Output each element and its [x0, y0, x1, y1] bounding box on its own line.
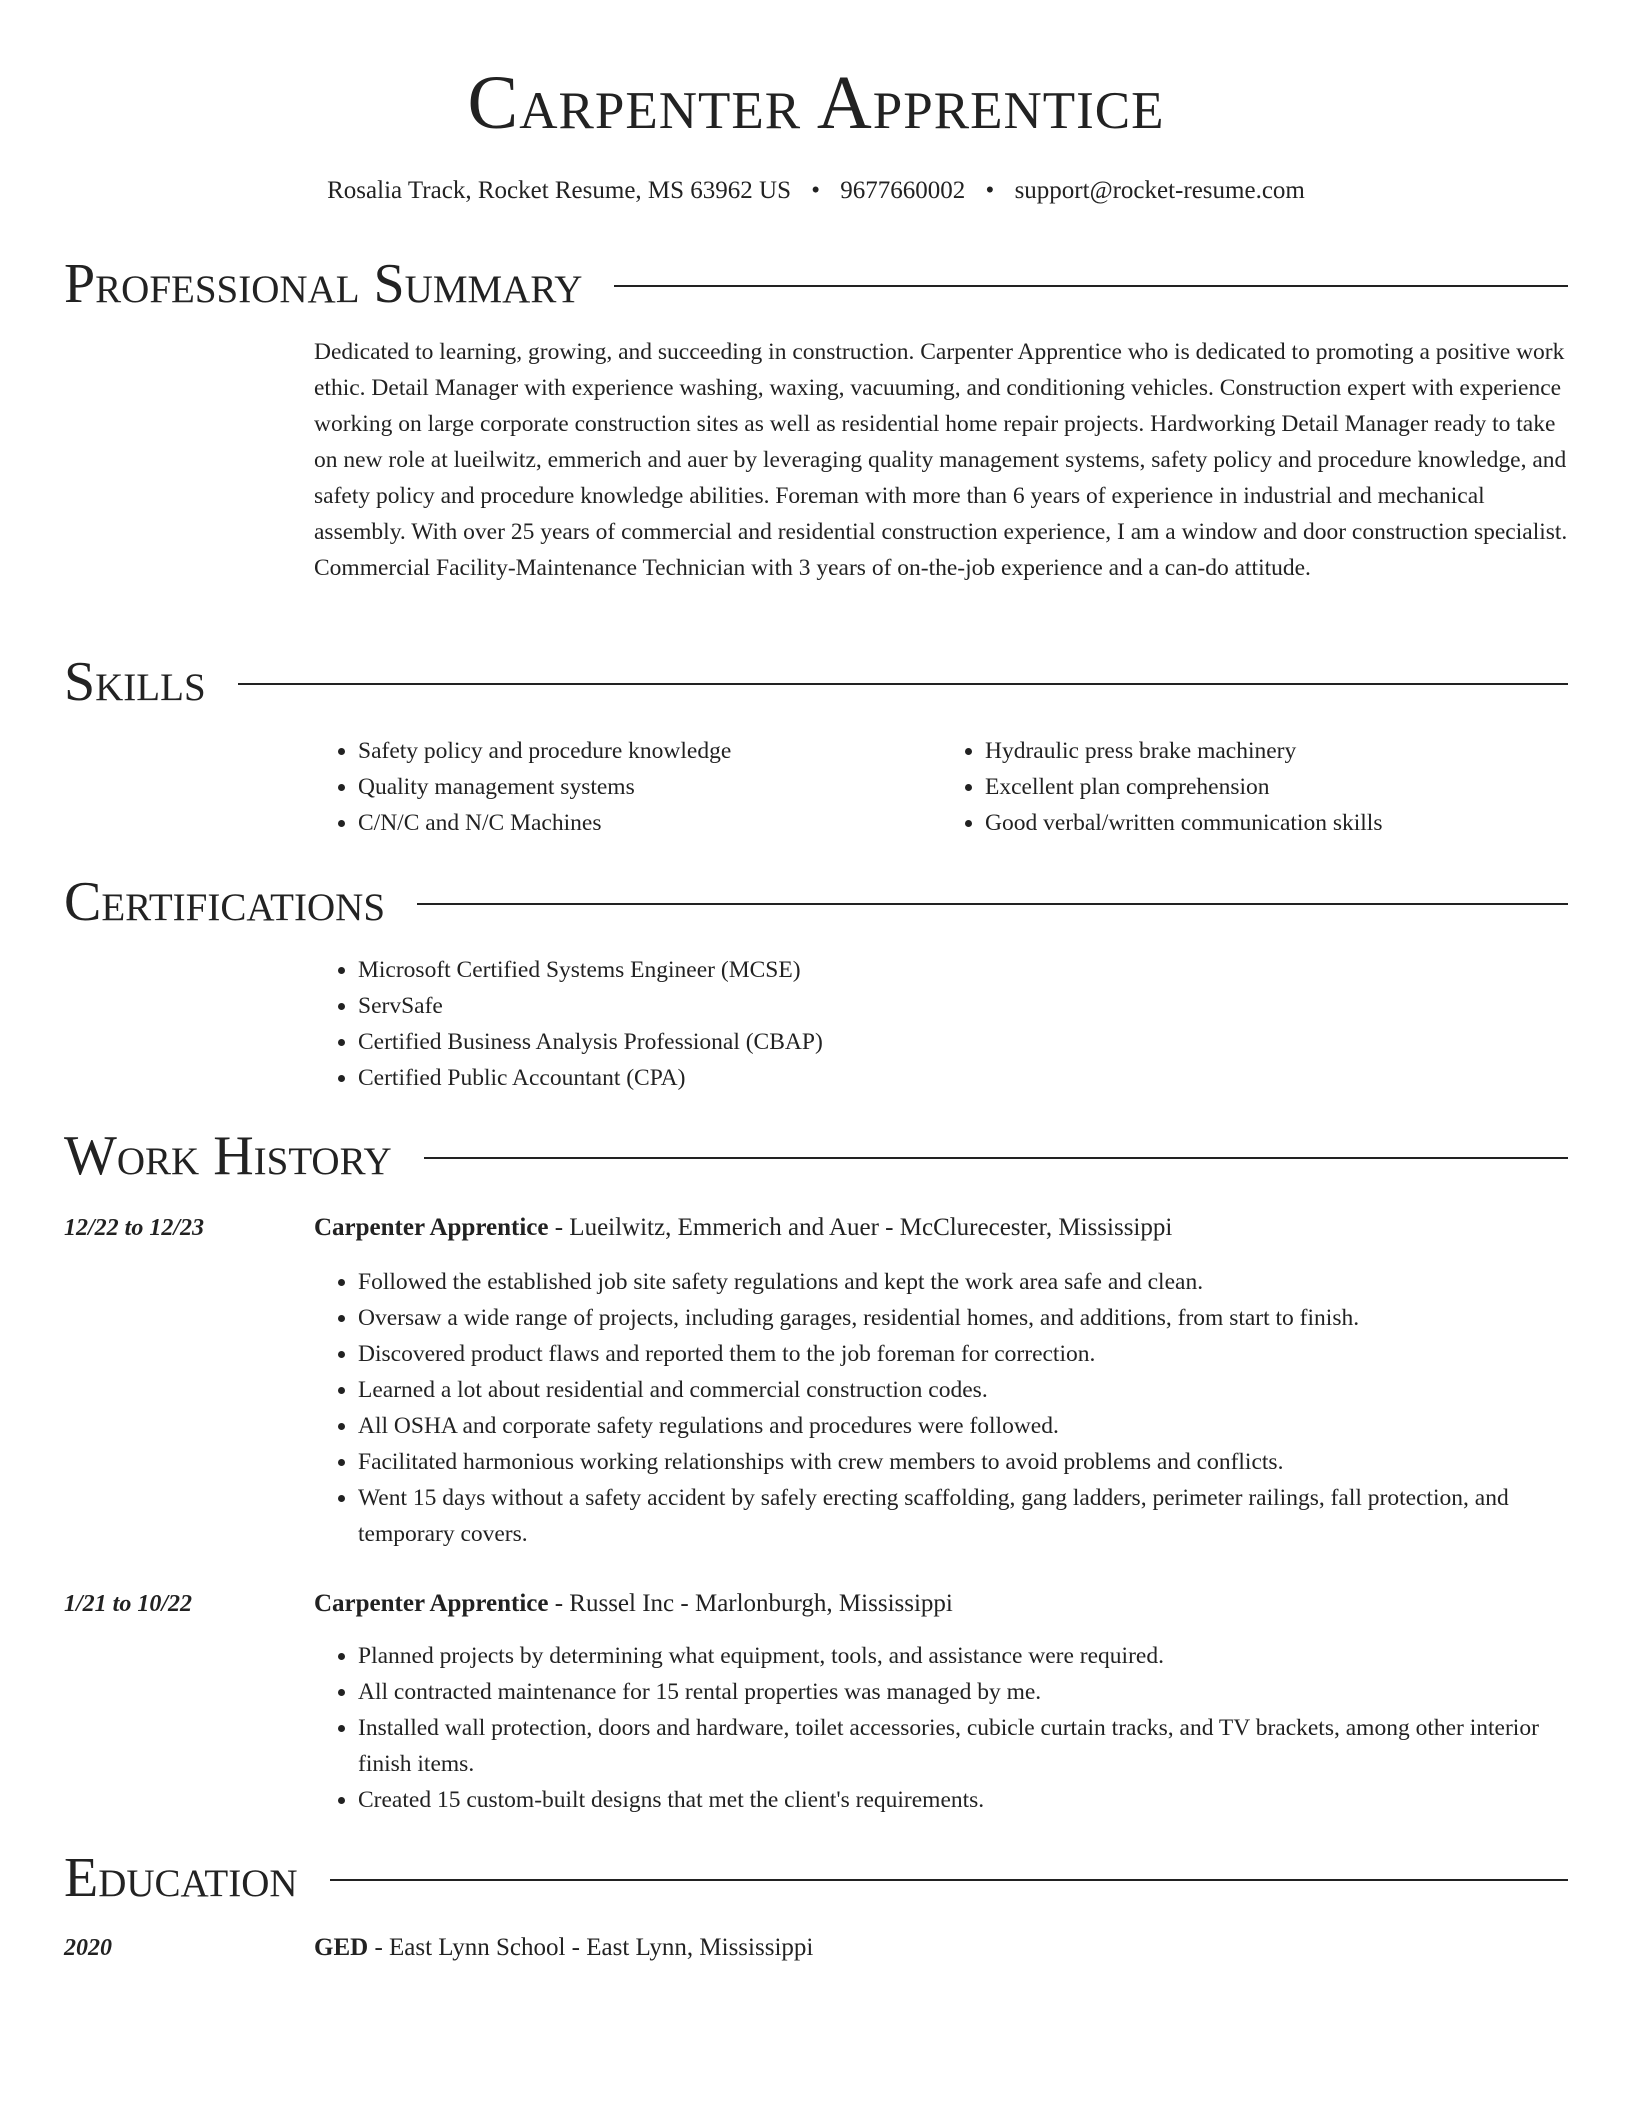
contact-line [0, 174, 1632, 208]
education-details: - East Lynn School - East Lynn, Mississippi [368, 1934, 814, 1961]
certifications-section [64, 870, 1568, 934]
skill-item: • Excellent plan comprehension [985, 769, 1568, 805]
job-bullet: • All contracted maintenance for 15 rental properties was managed by me. [358, 1674, 1568, 1710]
education-section [64, 1846, 1568, 1910]
section-divider [238, 683, 1568, 685]
section-title-work-history: Work History [64, 1125, 392, 1187]
section-divider [330, 1879, 1568, 1881]
job-entry [314, 1586, 1568, 1818]
section-divider [424, 1157, 1568, 1159]
summary-text: Dedicated to learning, growing, and succeeding in construction. Carpenter Apprentice who is dedicated to promoting a positive work ethic. Detail Manager with experience washing, waxing, vacuuming, and conditioning vehicles. Construction expert with experience working on large corporate construction sites as well as residential home repair projects. Hardworking Detail Manager ready to take on new role at lueilwitz, emmerich and auer by leveraging quality management systems, safety policy and procedure knowledge, and safety policy and procedure knowledge abilities. Foreman with more than 6 years of experience in industrial and mechanical assembly. With over 25 years of commercial and residential construction experience, I am a window and door construction specialist. Commercial Facility-Maintenance Technician with 3 years of on-the-job experience and a can-do attitude. [314, 339, 1568, 581]
certification-item: • ServSafe [358, 988, 1568, 1024]
education-entry [314, 1930, 1568, 1966]
section-header [64, 1124, 1568, 1188]
work-history-section [64, 1124, 1568, 1188]
summary-body [314, 334, 1568, 586]
job-role: Carpenter Apprentice [314, 1214, 549, 1241]
job-bullet: • Followed the established job site safety regulations and kept the work area safe and clean. [358, 1264, 1568, 1300]
section-title-skills: Skills [64, 651, 206, 713]
job-bullet: • Went 15 days without a safety accident by safely erecting scaffolding, gang ladders, perimeter railings, fall protection, and temporary covers. [358, 1480, 1568, 1552]
skills-list-right [941, 733, 1568, 841]
contact-separator: • [811, 177, 821, 204]
certification-item: • Certified Business Analysis Professional (CBAP) [358, 1024, 1568, 1060]
certification-item: • Certified Public Accountant (CPA) [358, 1060, 1568, 1096]
job-entry [314, 1210, 1568, 1552]
job-bullet: • Oversaw a wide range of projects, including garages, residential homes, and additions, from start to finish. [358, 1300, 1568, 1336]
job-bullet: • Facilitated harmonious working relationships with crew members to avoid problems and conflicts. [358, 1444, 1568, 1480]
skills-body [314, 733, 1568, 841]
job-bullet: • Installed wall protection, doors and hardware, toilet accessories, cubicle curtain tracks, and TV brackets, among other interior finish items. [358, 1710, 1568, 1782]
job-dates: 1/21 to 10/22 [64, 1591, 193, 1617]
section-header [64, 1846, 1568, 1910]
section-divider [417, 903, 1568, 905]
job-title-line [314, 1210, 1568, 1246]
job-dates: 12/22 to 12/23 [64, 1215, 205, 1241]
education-degree: GED [314, 1934, 369, 1961]
section-title-certifications: Certifications [64, 871, 386, 933]
section-title-education: Education [64, 1847, 298, 1909]
section-header [64, 252, 1568, 316]
job-bullet: • Planned projects by determining what equipment, tools, and assistance were required. [358, 1638, 1568, 1674]
skills-list-left [314, 733, 941, 841]
skill-item: • Good verbal/written communication skills [985, 805, 1568, 841]
contact-separator: • [985, 177, 995, 204]
section-header [64, 650, 1568, 714]
job-bullet: • All OSHA and corporate safety regulations and procedures were followed. [358, 1408, 1568, 1444]
section-header [64, 870, 1568, 934]
job-bullet: • Discovered product flaws and reported them to the job foreman for correction. [358, 1336, 1568, 1372]
job-bullet: • Created 15 custom-built designs that met the client's requirements. [358, 1782, 1568, 1818]
job-role: Carpenter Apprentice [314, 1590, 549, 1617]
contact-address: Rosalia Track, Rocket Resume, MS 63962 US [327, 177, 792, 204]
education-year: 2020 [64, 1935, 112, 1961]
job-bullets [314, 1264, 1568, 1552]
skill-item: • Safety policy and procedure knowledge [358, 733, 941, 769]
job-details: - Russel Inc - Marlonburgh, Mississippi [548, 1590, 953, 1617]
section-title-summary: Professional Summary [64, 253, 583, 315]
skills-section [64, 650, 1568, 714]
certifications-list [314, 952, 1568, 1096]
education-line [314, 1930, 1568, 1966]
certification-item: • Microsoft Certified Systems Engineer (MCSE) [358, 952, 1568, 988]
job-title-line [314, 1586, 1568, 1622]
contact-phone: 9677660002 [840, 177, 966, 204]
skill-item: • Quality management systems [358, 769, 941, 805]
skill-item: • C/N/C and N/C Machines [358, 805, 941, 841]
job-bullets [314, 1638, 1568, 1818]
contact-email: support@rocket-resume.com [1014, 177, 1305, 204]
resume-title: Carpenter Apprentice [467, 61, 1165, 145]
certifications-body [314, 952, 1568, 1096]
skills-grid [314, 733, 1568, 841]
job-details: - Lueilwitz, Emmerich and Auer - McClurecester, Mississippi [548, 1214, 1173, 1241]
job-bullet: • Learned a lot about residential and commercial construction codes. [358, 1372, 1568, 1408]
skill-item: • Hydraulic press brake machinery [985, 733, 1568, 769]
section-divider [614, 285, 1568, 287]
summary-section [64, 252, 1568, 316]
